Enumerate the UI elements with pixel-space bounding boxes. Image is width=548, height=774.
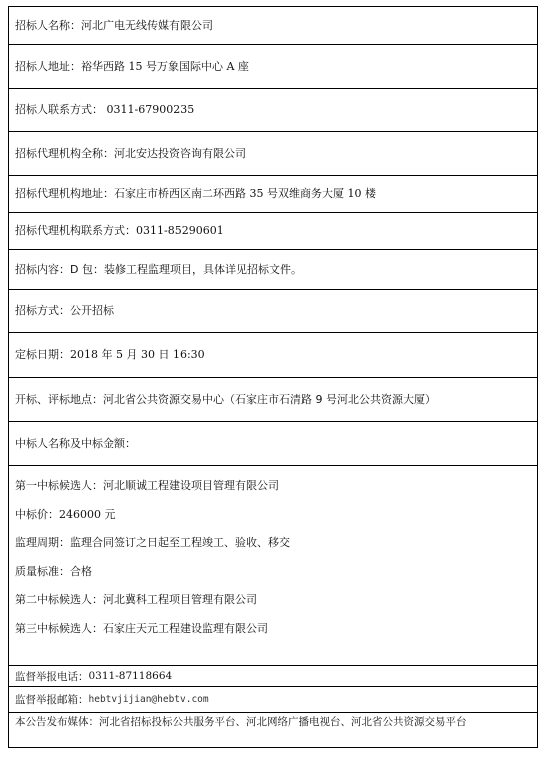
supervision-period-label: 监理周期：: [15, 536, 70, 550]
winner-heading-label: 中标人名称及中标金额：: [15, 436, 136, 450]
tender-content-row: [9, 250, 537, 290]
agency-contact-value: 0311-85290601: [136, 224, 224, 237]
publish-media-row: [9, 713, 537, 747]
publish-media-text: [15, 716, 467, 729]
tenderer-name-label: 招标人名称：: [15, 18, 81, 32]
agency-contact-row: [9, 213, 537, 250]
first-candidate-value: 河北顺诚工程建设项目管理有限公司: [103, 479, 279, 492]
report-phone-value: 0311-87118664: [88, 670, 173, 682]
bid-price-value: 246000 元: [59, 507, 116, 521]
tender-method-value: 公开招标: [70, 304, 114, 317]
first-candidate-label: 第一中标候选人：: [15, 479, 103, 492]
supervision-period-value: 监理合同签订之日起至工程竣工、验收、移交: [70, 536, 290, 550]
report-phone-label: 监督举报电话：: [15, 670, 89, 683]
tenderer-address-label: 招标人地址：: [15, 59, 81, 73]
bid-location-label: 开标、评标地点：: [15, 392, 103, 406]
report-phone-row: [9, 666, 537, 687]
second-candidate-line: [15, 593, 531, 622]
tender-content-label: 招标内容：: [15, 262, 70, 276]
agency-address-row: [9, 176, 537, 213]
supervision-period-line: [15, 536, 531, 565]
report-email-row: [9, 687, 537, 713]
report-email-label: 监督举报邮箱：: [15, 694, 89, 706]
tenderer-address-row: [9, 45, 537, 89]
winner-price-line: [15, 508, 531, 537]
bid-price-label: 中标价：: [15, 507, 59, 521]
tenderer-contact-label: 招标人联系方式：: [15, 103, 103, 116]
winner-heading-row: [9, 422, 537, 466]
report-email-value: hebtvjijian@hebtv.com: [88, 694, 209, 705]
notice-table: [8, 6, 538, 748]
agency-contact-label: 招标代理机构联系方式：: [15, 224, 136, 237]
award-date-row: [9, 333, 537, 378]
third-candidate-line: [15, 622, 531, 651]
quality-standard-value: 合格: [70, 564, 92, 578]
tenderer-name-row: [9, 7, 537, 45]
winner-first-line: [15, 479, 531, 508]
tenderer-address-value: 裕华西路 15 号万象国际中心 A 座: [81, 59, 249, 73]
tender-method-row: [9, 290, 537, 333]
tender-content-value: D 包：装修工程监理项目，具体详见招标文件。: [70, 262, 302, 276]
third-candidate-label: 第三中标候选人：: [15, 621, 103, 635]
winner-details-block: [9, 466, 537, 666]
agency-address-label: 招标代理机构地址：: [15, 187, 114, 200]
publish-media-value: 河北省招标投标公共服务平台、河北网络广播电视台、河北省公共资源交易平台: [99, 716, 467, 728]
bid-location-value: 河北省公共资源交易中心（石家庄市石清路 9 号河北公共资源大厦）: [103, 392, 436, 406]
third-candidate-value: 石家庄天元工程建设监理有限公司: [103, 621, 268, 635]
bid-location-row: [9, 378, 537, 422]
publish-media-label: 本公告发布媒体：: [15, 716, 99, 728]
award-date-value: 2018 年 5 月 30 日 16:30: [70, 348, 205, 361]
tender-method-label: 招标方式：: [15, 304, 70, 317]
tenderer-name-value: 河北广电无线传媒有限公司: [81, 18, 213, 32]
award-date-label: 定标日期：: [15, 348, 70, 361]
agency-name-row: [9, 132, 537, 176]
quality-standard-label: 质量标准：: [15, 564, 70, 578]
second-candidate-label: 第二中标候选人：: [15, 593, 103, 607]
second-candidate-value: 河北冀科工程项目管理有限公司: [103, 593, 257, 607]
tenderer-contact-row: [9, 89, 537, 132]
agency-name-value: 河北安达投资咨询有限公司: [114, 146, 246, 160]
agency-name-label: 招标代理机构全称：: [15, 146, 114, 160]
tenderer-contact-value: 0311-67900235: [103, 103, 195, 116]
agency-address-value: 石家庄市桥西区南二环西路 35 号双维商务大厦 10 楼: [114, 187, 376, 200]
quality-standard-line: [15, 565, 531, 594]
